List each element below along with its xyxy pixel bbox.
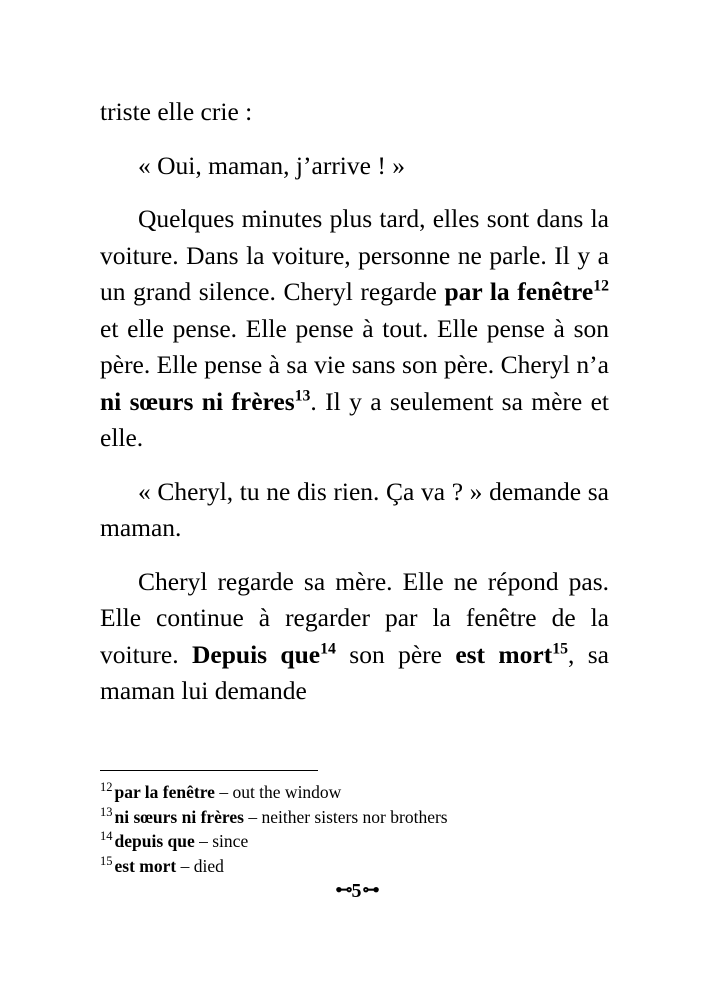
footnote-number-12: 12 (100, 780, 113, 795)
footnote-dash-15: – (176, 855, 194, 876)
footnote-ref-12[interactable]: 12 (593, 277, 609, 295)
page-footer (0, 880, 714, 903)
paragraph-4-dialogue (100, 474, 609, 547)
paragraph-4-text: « Cheryl, tu ne dis rien. Ça va ? » demande sa maman. (100, 476, 609, 542)
footnote-dash-13: – (243, 806, 262, 827)
paragraph-5-text-part3: , sa maman lui demande (100, 639, 609, 705)
footnote-ref-14[interactable]: 14 (320, 640, 336, 657)
footnote-term-14: depuis que (114, 831, 195, 851)
paragraph-3-text-part1: Quelques minutes plus tard, elles sont dans la voiture. Dans la voiture, personne ne parle. Il y a un grand silence. Cheryl regarde (100, 204, 609, 306)
footnote-number-14: 14 (100, 829, 113, 844)
paragraph-3 (100, 201, 609, 457)
footnote-ref-13[interactable]: 13 (294, 387, 311, 404)
footnote-number-13: 13 (100, 804, 113, 819)
paragraph-5 (100, 564, 609, 710)
page-number (336, 880, 379, 903)
term-ni-soeurs-ni-freres: ni sœurs ni frères (100, 386, 295, 416)
paragraph-1 (100, 94, 609, 131)
footnote-dash-14: – (194, 831, 213, 851)
ornament-right-icon: ⊶ (362, 880, 379, 899)
footnote-term-12: par la fenêtre (114, 782, 215, 802)
paragraph-2-text: « Oui, maman, j’arrive ! » (138, 150, 405, 180)
paragraph-3-text-part3: . Il y a seulement sa mère et elle. (100, 386, 609, 452)
footnote-item (100, 829, 610, 854)
footnote-gloss-15: died (193, 855, 224, 876)
footnote-gloss-12: out the window (232, 782, 342, 802)
footnote-gloss-14: since (212, 831, 249, 851)
footnote-separator-rule (100, 770, 318, 771)
footnote-section (100, 770, 610, 878)
term-depuis-que: Depuis que (191, 639, 321, 669)
footnote-gloss-13: neither sisters nor brothers (261, 806, 448, 827)
term-est-mort: est mort (455, 639, 553, 669)
footnote-ref-15[interactable]: 15 (552, 640, 569, 657)
paragraph-1-text: triste elle crie : (100, 97, 253, 126)
footnote-term-15: est mort (114, 855, 177, 876)
footnote-number-15: 15 (100, 853, 113, 868)
paragraph-5-text-part1: Cheryl regarde sa mère. Elle ne répond pas. Elle continue à regarder par la fenêtre de la voiture. (100, 566, 609, 669)
footnote-term-13: ni sœurs ni frères (114, 806, 244, 827)
footnote-item (100, 854, 610, 879)
paragraph-3-text-part2: et elle pense. Elle pense à tout. Elle pense à son père. Elle pense à sa vie sans son père. Cheryl n’a (100, 313, 609, 379)
footnote-item (100, 780, 610, 805)
page-number-value: 5 (351, 880, 363, 902)
ornament-left-icon: ⊷ (335, 880, 352, 899)
footnote-dash-12: – (214, 782, 233, 802)
paragraph-5-text-part2: son père (335, 639, 456, 669)
footnote-item (100, 805, 610, 830)
paragraph-2-dialogue (100, 148, 609, 185)
term-par-la-fenetre: par la fenêtre (444, 277, 594, 306)
page-body (100, 94, 609, 710)
